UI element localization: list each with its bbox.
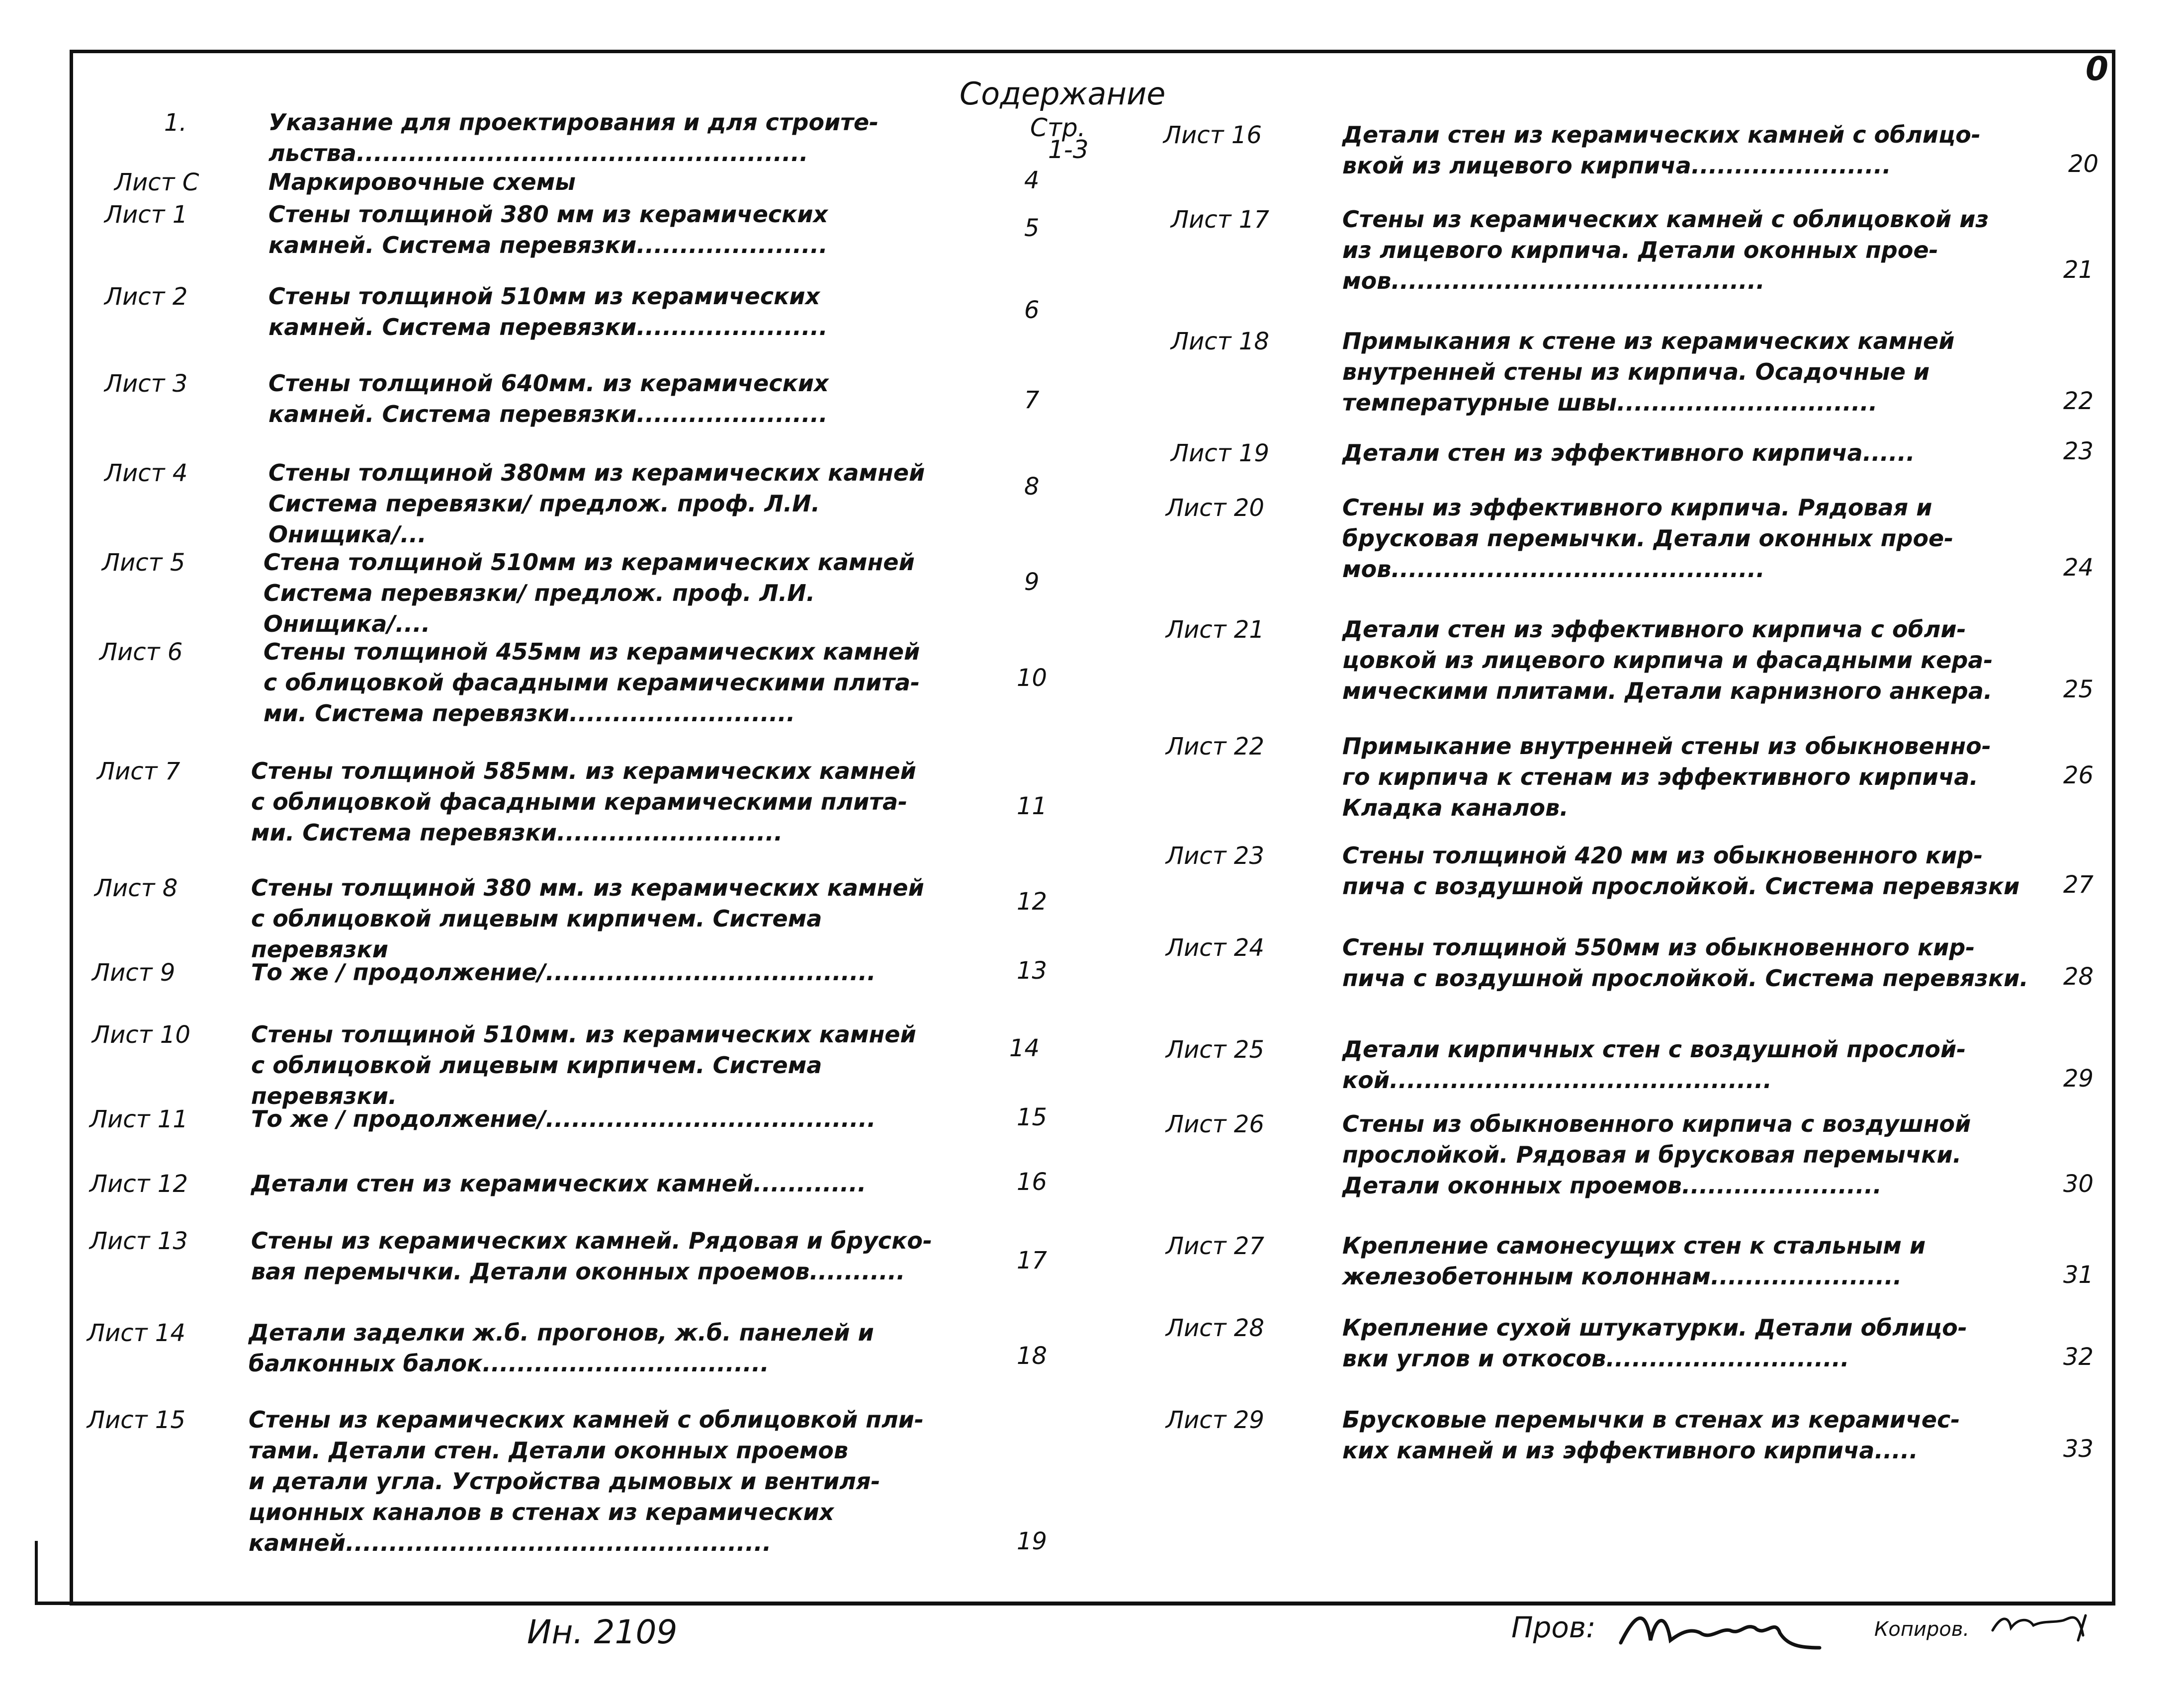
- entry-label: Лист 11: [89, 1105, 188, 1133]
- entry-title-line: Система перевязки/ предлож. проф. Л.И. Онищика/....: [263, 580, 815, 637]
- copier-signature: [1989, 1601, 2098, 1645]
- entry-title-line: тами. Детали стен. Детали оконных проемов: [249, 1437, 849, 1464]
- entry-title-line: го кирпича к стенам из эффективного кирпича.: [1342, 763, 1978, 790]
- entry-page-number: 23: [2063, 437, 2094, 465]
- entry-page-number: 25: [2063, 676, 2094, 703]
- entry-title-line: пича с воздушной прослойкой. Система перевязки.: [1342, 965, 2028, 992]
- entry-page-number: 22: [2063, 387, 2094, 415]
- entry-page-number: 5: [1024, 214, 1040, 242]
- entry-title-line: Стены из керамических камней с облицовкой из: [1342, 206, 1989, 233]
- entry-title-line: с облицовкой фасадными керамическими плита-: [263, 669, 920, 696]
- entry-page-number: 21: [2063, 256, 2094, 284]
- entry-title-line: балконных балок.................................: [249, 1350, 769, 1377]
- entry-page-number: 4: [1024, 167, 1040, 194]
- entry-title-line: цовкой из лицевого кирпича и фасадными кера-: [1342, 647, 1993, 674]
- entry-title: [1342, 1312, 2028, 1374]
- entry-label: Лист 9: [92, 959, 175, 987]
- entry-page-number: 12: [1017, 888, 1048, 916]
- entry-title-line: брусковая перемычки. Детали оконных прое-: [1342, 525, 1954, 552]
- entry-label: Лист 8: [94, 874, 178, 902]
- entry-title-line: Стены толщиной 510мм из керамических: [268, 283, 820, 310]
- entry-title: [1342, 492, 2028, 585]
- entry-title-line: Стены толщиной 420 мм из обыкновенного кир-: [1342, 842, 1983, 869]
- entry-page-number: 32: [2063, 1343, 2094, 1371]
- entry-title-line: камней. Система перевязки......................: [268, 232, 828, 258]
- entry-title: [268, 167, 979, 197]
- entry-title-line: ких камней и из эффективного кирпича.....: [1342, 1437, 1918, 1464]
- entry-title-line: Примыкания к стене из керамических камней: [1342, 328, 1955, 354]
- entry-label: 1.: [164, 109, 187, 137]
- entry-label: Лист 4: [104, 459, 188, 487]
- entry-title: [268, 457, 979, 550]
- entry-page-number: 13: [1017, 957, 1048, 985]
- entry-title-line: Маркировочные схемы: [268, 169, 576, 195]
- entry-title-line: Стены толщиной 455мм из керамических камней: [263, 638, 920, 665]
- entry-title-line: Стены из эффективного кирпича. Рядовая и: [1342, 494, 1932, 521]
- entry-page-number: 11: [1017, 792, 1048, 821]
- entry-title-line: вая перемычки. Детали оконных проемов...........: [251, 1258, 905, 1285]
- entry-title: [263, 547, 974, 639]
- entry-label: Лист 2: [104, 283, 188, 311]
- entry-title-line: Детали заделки ж.б. прогонов, ж.б. панелей и: [249, 1319, 874, 1346]
- page-column-header: Стр.: [1030, 113, 1086, 142]
- entry-title: [263, 636, 974, 729]
- entry-label: Лист 24: [1166, 934, 1264, 962]
- entry-title-line: Детали стен из керамических камней.............: [251, 1170, 867, 1197]
- entry-title: [1342, 119, 2028, 181]
- entry-label: Лист 6: [99, 638, 183, 666]
- entry-title: [249, 1317, 960, 1379]
- entry-title-line: камней. Система перевязки......................: [268, 314, 828, 340]
- entry-title: [249, 1404, 960, 1558]
- entry-label: Лист 28: [1166, 1314, 1264, 1342]
- entry-label: Лист 7: [97, 758, 180, 785]
- entry-title: [251, 872, 962, 965]
- entry-label: Лист 29: [1166, 1406, 1264, 1434]
- entry-page-number: 10: [1017, 664, 1048, 692]
- entry-title-line: Брусковые перемычки в стенах из керамичес-: [1342, 1406, 1960, 1433]
- entry-title: [1342, 1404, 2028, 1466]
- entry-title-line: вки углов и откосов............................: [1342, 1345, 1849, 1372]
- entry-title: [1342, 1034, 2028, 1096]
- entry-title: [1342, 204, 2028, 296]
- entry-label: Лист 25: [1166, 1036, 1264, 1064]
- entry-title: [1342, 326, 2028, 418]
- entry-title: [1342, 840, 2028, 902]
- frame-corner-mark: [35, 1541, 38, 1603]
- entry-page-number: 18: [1017, 1342, 1048, 1370]
- entry-title-line: Стены толщиной 380 мм из керамических: [268, 201, 828, 228]
- entry-title-line: Детали кирпичных стен с воздушной прослой-: [1342, 1036, 1966, 1063]
- entry-page-number: 14: [1009, 1034, 1040, 1062]
- entry-label: Лист 10: [92, 1021, 190, 1049]
- entry-title-line: мов...........................................: [1342, 556, 1765, 583]
- entry-title: [268, 199, 979, 260]
- entry-title: [251, 1168, 962, 1199]
- entry-page-number: 30: [2063, 1170, 2094, 1198]
- copied-label: Копиров.: [1874, 1618, 1970, 1641]
- entry-title-line: Стены толщиной 640мм. из керамических: [268, 370, 829, 397]
- entry-label: Лист 20: [1166, 494, 1264, 522]
- entry-page-number: 9: [1024, 568, 1040, 596]
- entry-label: Лист 5: [102, 549, 185, 577]
- entry-label: Лист 15: [87, 1406, 185, 1434]
- entry-title: [251, 1103, 962, 1134]
- entry-title-line: Указание для проектирования и для строите-: [268, 109, 879, 136]
- entry-label: Лист 26: [1166, 1110, 1264, 1138]
- entry-title-line: Стены из керамических камней с облицовкой пли-: [249, 1406, 924, 1433]
- entry-title-line: льства....................................................: [268, 140, 808, 167]
- entry-title-line: прослойкой. Рядовая и брусковая перемычки.: [1342, 1141, 1962, 1168]
- entry-page-number: 26: [2063, 761, 2094, 789]
- entry-title: [268, 368, 979, 429]
- entry-page-number: 7: [1024, 386, 1040, 415]
- entry-title-line: То же / продолжение/......................................: [251, 1105, 876, 1132]
- entry-page-number: 16: [1017, 1168, 1048, 1196]
- entry-title-line: Крепление самонесущих стен к стальным и: [1342, 1232, 1926, 1259]
- entry-page-number: 29: [2063, 1065, 2094, 1093]
- entry-page-number: 17: [1017, 1247, 1048, 1275]
- entry-page-number: 8: [1024, 473, 1040, 501]
- entry-title-line: Стены толщиной 380мм из керамических камней: [268, 459, 925, 486]
- entry-page-number: 19: [1017, 1527, 1048, 1555]
- entry-label: Лист 27: [1166, 1232, 1264, 1260]
- entry-title-line: и детали угла. Устройства дымовых и вентиля-: [249, 1468, 880, 1495]
- entry-title-line: Стены из керамических камней. Рядовая и бруско-: [251, 1227, 933, 1254]
- entry-title-line: Детали стен из эффективного кирпича с обли-: [1342, 616, 1966, 643]
- entry-title: [1342, 932, 2028, 994]
- entry-title: [251, 756, 962, 848]
- entry-label: Лист 16: [1163, 121, 1262, 149]
- entry-title-line: с облицовкой лицевым кирпичем. Система перевязки.: [251, 1052, 822, 1109]
- entry-label: Лист 19: [1171, 439, 1269, 467]
- entry-title-line: Крепление сухой штукатурки. Детали облицо-: [1342, 1314, 1967, 1341]
- entry-title-line: Стены толщиной 380 мм. из керамических камней: [251, 874, 924, 901]
- entry-title: [251, 957, 962, 988]
- entry-title-line: мическими плитами. Детали карнизного анкера.: [1342, 677, 1993, 704]
- entry-title-line: с облицовкой фасадными керамическими плита-: [251, 788, 908, 815]
- entry-title-line: ционных каналов в стенах из керамических: [249, 1499, 834, 1525]
- entry-title-line: мов...........................................: [1342, 267, 1765, 294]
- entry-page-number: 31: [2063, 1261, 2094, 1289]
- entry-title-line: Стены толщиной 550мм из обыкновенного кир-: [1342, 934, 1975, 961]
- entry-title-line: Кладка каналов.: [1342, 794, 1569, 821]
- entry-label: Лист 12: [89, 1170, 188, 1198]
- entry-title: [268, 281, 979, 342]
- entry-title: [1342, 437, 2028, 468]
- entry-title-line: вкой из лицевого кирпича.......................: [1342, 152, 1891, 179]
- entry-page-number: 33: [2063, 1435, 2094, 1463]
- entry-title: [1342, 1230, 2028, 1292]
- entry-title-line: камней. Система перевязки......................: [268, 401, 828, 427]
- entry-label: Лист 18: [1171, 328, 1269, 355]
- entry-label: Лист 13: [89, 1227, 188, 1255]
- entry-label: Лист 1: [104, 201, 188, 229]
- entry-title-line: Стены толщиной 585мм. из керамических камней: [251, 758, 916, 784]
- checked-label: Пров:: [1511, 1610, 1596, 1644]
- entry-page-number: 20: [2068, 150, 2099, 178]
- entry-title: [1342, 731, 2028, 823]
- entry-page-number: 27: [2063, 871, 2094, 899]
- entry-label: Лист 14: [87, 1319, 185, 1347]
- entry-title: [268, 107, 979, 169]
- entry-label: Лист 17: [1171, 206, 1269, 234]
- entry-title-line: температурные швы..............................: [1342, 389, 1878, 416]
- entry-title-line: Стены толщиной 510мм. из керамических камней: [251, 1021, 916, 1048]
- page-title: Содержание: [960, 76, 1166, 112]
- entry-title: [1342, 1108, 2028, 1201]
- entry-title-line: пича с воздушной прослойкой. Система перевязки: [1342, 873, 2020, 900]
- entry-label: Лист С: [114, 169, 199, 196]
- entry-title-line: Примыкание внутренней стены из обыкновенно-: [1342, 733, 1992, 760]
- entry-label: Лист 3: [104, 370, 188, 398]
- entry-page-number: 28: [2063, 963, 2094, 991]
- entry-title-line: железобетонным колоннам......................: [1342, 1263, 1902, 1290]
- entry-label: Лист 23: [1166, 842, 1264, 870]
- checker-signature: [1616, 1598, 1825, 1658]
- entry-title-line: Детали оконных проемов.......................: [1342, 1172, 1882, 1199]
- entry-page-number: 6: [1024, 296, 1040, 324]
- entry-title-line: ми. Система перевязки..........................: [263, 700, 795, 727]
- entry-title-line: внутренней стены из кирпича. Осадочные и: [1342, 358, 1930, 385]
- entry-title-line: кой............................................: [1342, 1067, 1772, 1094]
- entry-label: Лист 22: [1166, 733, 1264, 761]
- entry-title-line: То же / продолжение/......................................: [251, 959, 876, 986]
- entry-title-line: камней.................................................: [249, 1529, 772, 1556]
- entry-title-line: Система перевязки/ предлож. проф. Л.И. Онищика/...: [268, 490, 820, 548]
- inventory-number: Ин. 2109: [527, 1613, 678, 1651]
- entry-title-line: Детали стен из керамических камней с облицо-: [1342, 121, 1981, 148]
- entry-title-line: Стены из обыкновенного кирпича с воздушной: [1342, 1110, 1971, 1137]
- sheet-number: 0: [2086, 50, 2108, 88]
- entry-page-number: 24: [2063, 554, 2094, 582]
- entry-label: Лист 21: [1166, 616, 1264, 644]
- entry-title-line: Детали стен из эффективного кирпича......: [1342, 439, 1915, 466]
- entry-title-line: ми. Система перевязки..........................: [251, 819, 783, 846]
- first-entry-page-range: 1-3: [1048, 135, 1089, 164]
- entry-title-line: Стена толщиной 510мм из керамических камней: [263, 549, 915, 576]
- entry-title-line: из лицевого кирпича. Детали оконных прое-: [1342, 237, 1938, 263]
- entry-page-number: 15: [1017, 1103, 1048, 1131]
- entry-title: [251, 1225, 962, 1287]
- entry-title: [1342, 614, 2028, 706]
- entry-title-line: с облицовкой лицевым кирпичем. Система перевязки: [251, 905, 822, 963]
- entry-title: [251, 1019, 962, 1111]
